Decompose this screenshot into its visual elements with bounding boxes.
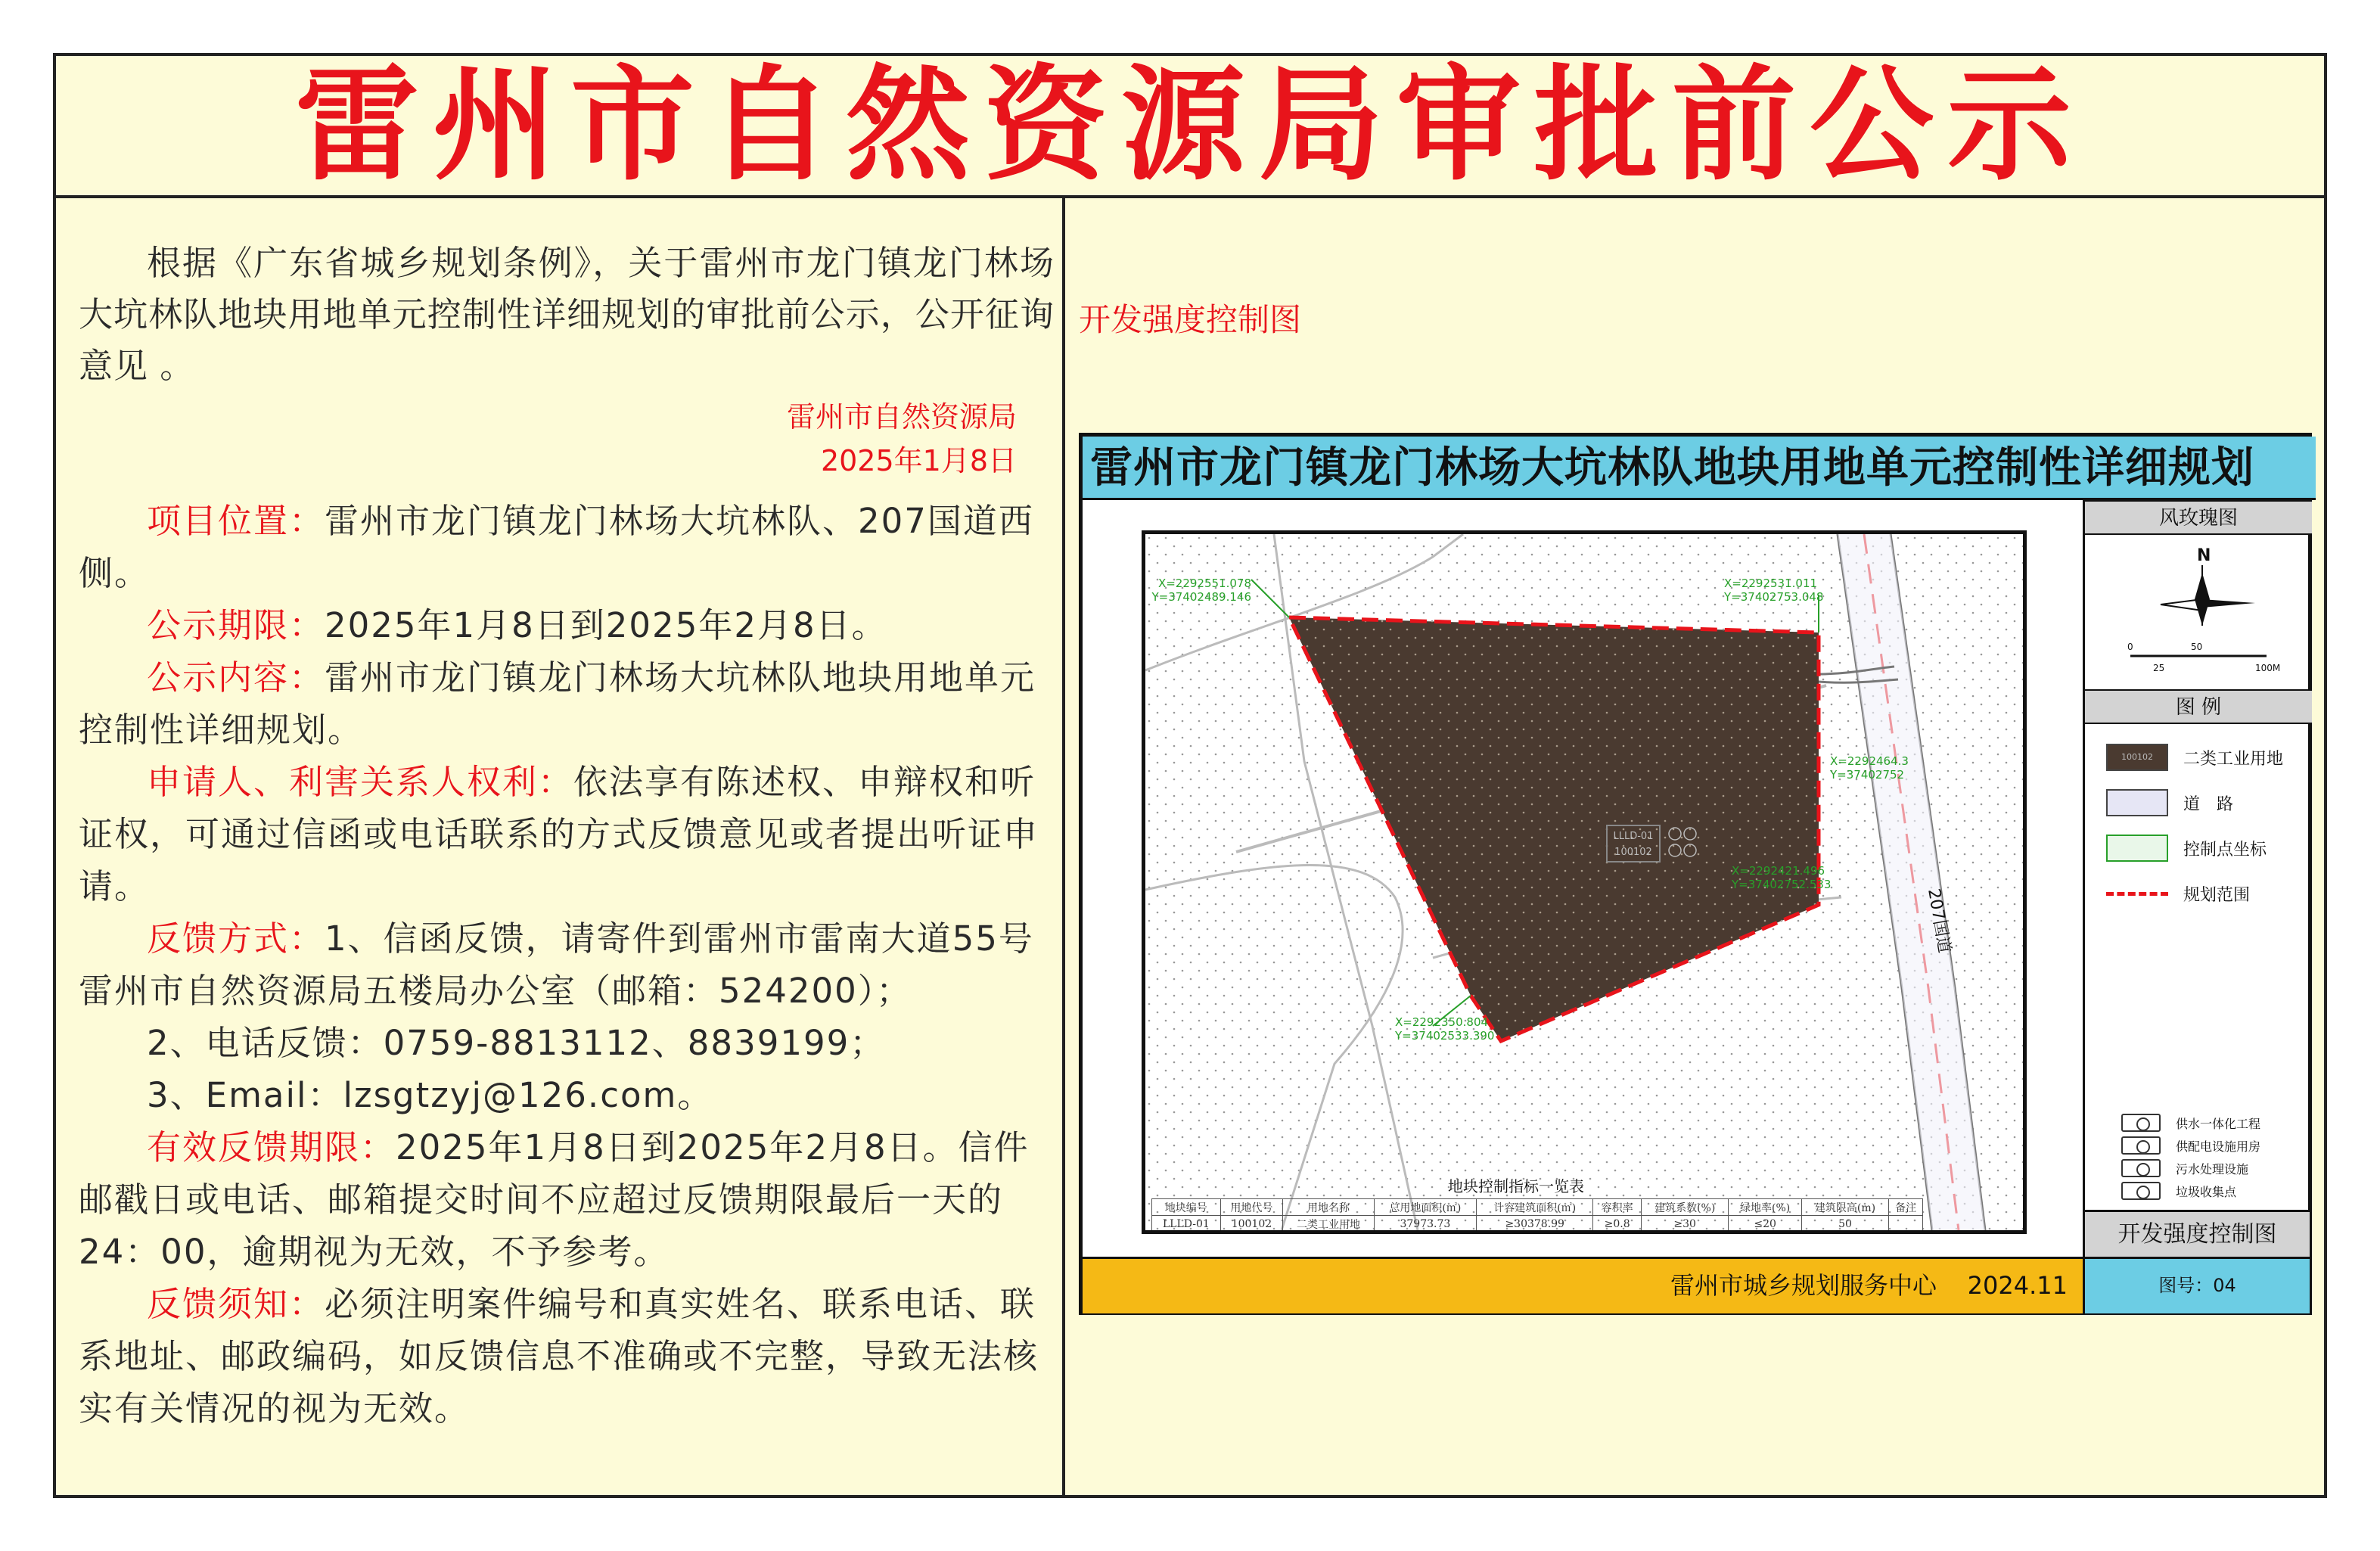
map-frame [1142, 530, 2027, 1234]
legend-title: 图 例 [2085, 689, 2312, 724]
indicator-table [1151, 1198, 1923, 1232]
table-caption: 地块控制指标一览表 [1448, 1177, 1584, 1195]
item-label: 有效反馈期限： [147, 1127, 396, 1167]
scale-label: 100M [2255, 663, 2281, 673]
table-cell: 二类工业用地 [1283, 1216, 1375, 1232]
item-period [79, 599, 1055, 651]
issuer: 雷州市自然资源局 [786, 400, 1017, 434]
legend-swatch [2106, 744, 2168, 771]
facility-sewage [2121, 1157, 2248, 1180]
table-header-cell: 用地代号 [1220, 1199, 1283, 1216]
facility-label: 垃圾收集点 [2176, 1184, 2237, 1199]
facility-power [2121, 1134, 2260, 1157]
table-cell: 50 [1801, 1216, 1888, 1232]
title-band [56, 53, 2324, 198]
road-label: 207国道 [1924, 887, 1954, 955]
item-feedback-phone [79, 1017, 1055, 1069]
coord-point-3-x: X=2292464.3 [1830, 754, 1909, 768]
coord-point-5-x: X=2292350.804 [1395, 1015, 1489, 1029]
legend-swatch [2106, 892, 2168, 897]
item-feedback-email [79, 1069, 1055, 1121]
coord-point-1-x: X=2292551.078 [1157, 577, 1251, 590]
legend-label: 道 路 [2183, 794, 2234, 814]
item-value: 必须注明案件编号和真实姓名、联系电话、联系地址、邮政编码，如反馈信息不准确或不完整，导致无法核实有关情况的视为无效。 [79, 1284, 1039, 1428]
item-value: 2025年1月8日到2025年2月8日。 [325, 605, 887, 645]
item-value: 雷州市龙门镇龙门林场大坑林队、207国道西侧。 [79, 501, 1034, 593]
facility-label: 污水处理设施 [2176, 1161, 2249, 1176]
item-value: 2025年1月8日到2025年2月8日。信件邮戳日或电话、邮箱提交时间不应超过反馈期限最后一天的24：00，逾期视为无效，不予参考。 [79, 1127, 1030, 1272]
coord-point-3-y: Y=37402752 [1830, 768, 1905, 782]
item-value: 3、Email：lzsgtzyj@126.com。 [147, 1075, 713, 1115]
water-supply-icon [2121, 1114, 2161, 1132]
item-valid-period [79, 1121, 1055, 1278]
column-divider [1062, 198, 1065, 1498]
sewage-icon [2121, 1159, 2161, 1177]
footer-date: 2024.11 [1967, 1271, 2068, 1300]
item-rights [79, 756, 1055, 912]
plan-footer [1083, 1257, 2310, 1311]
table-cell: ≥30378.99 [1477, 1216, 1593, 1232]
table-header-cell: 用地名称 [1283, 1199, 1375, 1216]
facility-garbage [2121, 1180, 2236, 1202]
coord-point-4-y: Y=37402752.533 [1732, 878, 1832, 891]
map-column [1068, 198, 2324, 1498]
legend-item-road [2106, 788, 2233, 818]
item-content [79, 651, 1055, 756]
table-header-cell: 地块编号 [1152, 1199, 1221, 1216]
plan-sidebar [2083, 500, 2310, 1257]
page-title: 雷州市自然资源局审批前公示 [294, 53, 2085, 197]
legend-item-industrial [2106, 742, 2283, 772]
table-header-cell: 建筑系数(%) [1641, 1199, 1728, 1216]
item-label: 反馈方式： [147, 918, 325, 959]
power-room-icon [2121, 1136, 2161, 1155]
table-cell: ≥30 [1641, 1216, 1728, 1232]
wind-rose-icon [2115, 542, 2289, 686]
item-value: 2、电话反馈：0759-8813112、8839199； [147, 1023, 886, 1063]
map-heading: 开发强度控制图 [1079, 301, 1302, 338]
table-header-cell: 总用地面积(㎡) [1374, 1199, 1476, 1216]
north-label: N [2197, 546, 2211, 565]
table-header-cell: 计容建筑面积(㎡) [1477, 1199, 1593, 1216]
table-cell: 100102 [1220, 1216, 1283, 1232]
legend-item-planning-boundary [2106, 878, 2250, 909]
legend-swatch-label: 100102 [2121, 752, 2153, 762]
plan-title: 雷州市龙门镇龙门林场大坑林队地块用地单元控制性详细规划 [1083, 437, 2316, 500]
scale-label: 0 [2127, 642, 2133, 652]
facility-label: 供水一体化工程 [2176, 1116, 2261, 1131]
item-feedback-method [79, 912, 1055, 1017]
parcel-code: LLLD-01 [1613, 831, 1654, 842]
table-header-cell: 绿地率(%) [1729, 1199, 1801, 1216]
item-label: 公示内容： [147, 657, 325, 698]
table-cell: LLLD-01 [1152, 1216, 1221, 1232]
issue-date: 2025年1月8日 [820, 444, 1017, 477]
wind-rose-title: 风玫瑰图 [2085, 500, 2312, 535]
item-label: 申请人、利害关系人权利： [147, 762, 574, 802]
legend-item-control-point [2106, 833, 2267, 863]
scale-label: 50 [2191, 642, 2203, 652]
footer-org [1083, 1259, 2083, 1313]
item-location [79, 495, 1055, 599]
table-header-cell: 容积率 [1593, 1199, 1642, 1216]
notice-board [53, 53, 2327, 1498]
item-value: 1、信函反馈，请寄件到雷州市雷南大道55号雷州市自然资源局五楼局办公室（邮箱：524200）； [79, 918, 1034, 1011]
item-label: 项目位置： [147, 501, 325, 541]
table-header-cell: 建筑限高(m) [1801, 1199, 1888, 1216]
notice-text-column [79, 238, 1055, 1434]
legend-label: 规划范围 [2183, 885, 2251, 905]
plan-sheet [1079, 433, 2312, 1315]
table-cell: ≥0.8 [1593, 1216, 1642, 1232]
item-value: 雷州市龙门镇龙门林场大坑林队地块用地单元控制性详细规划。 [79, 657, 1036, 750]
coord-point-2-y: Y=37402753.048 [1724, 590, 1824, 604]
coord-point-4-x: X=2292421.496 [1732, 864, 1825, 878]
table-row [1152, 1216, 1923, 1232]
facility-label: 供配电设施用房 [2176, 1139, 2261, 1154]
legend-label: 控制点坐标 [2183, 840, 2267, 859]
table-header-row [1152, 1199, 1923, 1216]
item-label: 反馈须知： [147, 1284, 325, 1324]
table-cell [1889, 1216, 1923, 1232]
garbage-point-icon [2121, 1182, 2161, 1200]
signature-block [79, 395, 1055, 483]
coord-point-5-y: Y=37402533.390 [1395, 1029, 1495, 1043]
coord-point-2-x: X=2292531.011 [1724, 577, 1818, 590]
legend-swatch [2106, 789, 2168, 816]
intro-paragraph: 根据《广东省城乡规划条例》，关于雷州市龙门镇龙门林场大坑林队地块用地单元控制性详细规划的审批前公示，公开征询意见 。 [79, 243, 1055, 386]
scale-label: 25 [2153, 663, 2165, 673]
facility-water-supply [2121, 1111, 2260, 1134]
sidebar-bottom-label: 开发强度控制图 [2083, 1210, 2310, 1257]
item-label: 公示期限： [147, 605, 325, 645]
table-cell: 37973.73 [1374, 1216, 1476, 1232]
footer-org-name: 雷州市城乡规划服务中心 [1670, 1271, 1937, 1300]
plan-map [1145, 534, 2023, 1230]
item-notes [79, 1278, 1055, 1434]
coord-point-1-y: Y=37402489.146 [1151, 590, 1251, 604]
table-cell: ≤20 [1729, 1216, 1801, 1232]
legend-swatch [2106, 835, 2168, 862]
item-value: 依法享有陈述权、申辩权和听证权，可通过信函或电话联系的方式反馈意见或者提出听证申请。 [79, 762, 1039, 906]
legend-label: 二类工业用地 [2183, 749, 2284, 769]
parcel-use-code: 100102 [1614, 847, 1652, 858]
table-header-cell: 备注 [1889, 1199, 1923, 1216]
figure-number: 图号：04 [2083, 1259, 2310, 1313]
